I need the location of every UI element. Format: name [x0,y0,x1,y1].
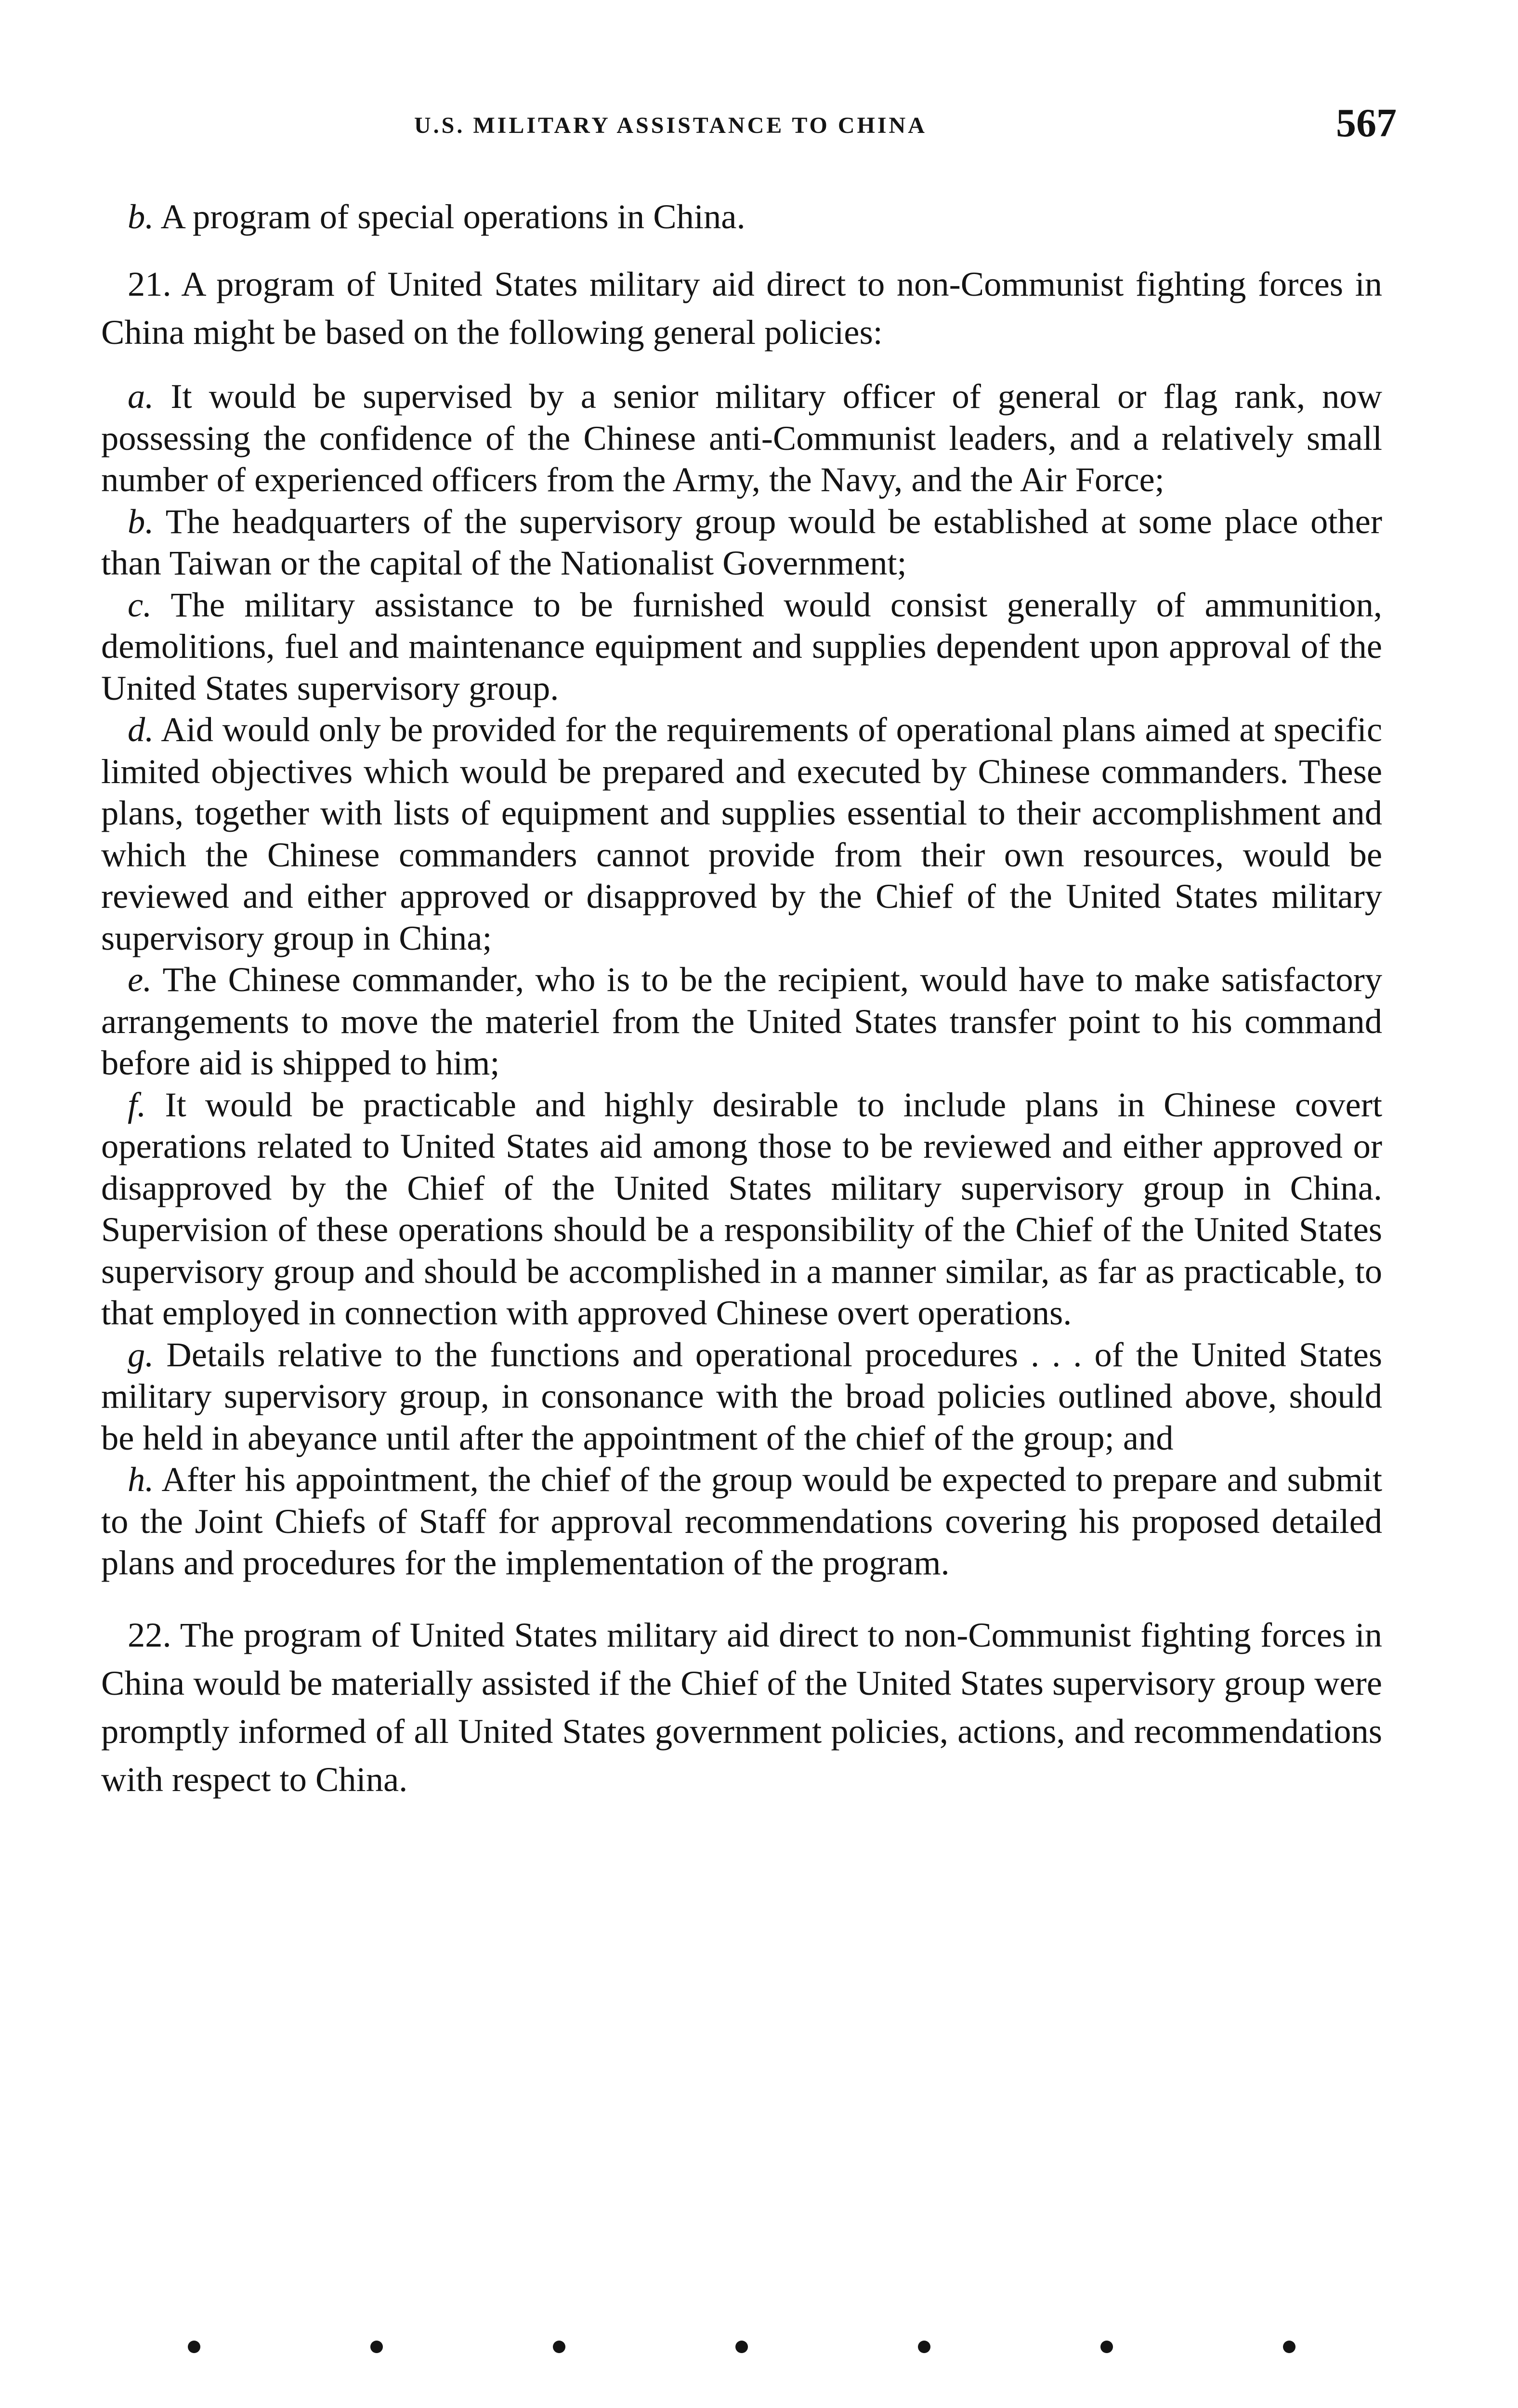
item-label: h. [128,1460,154,1499]
paragraph-21: 21. A program of United States military aid direct to non-Communist fighting forces in China might be based on the following general policies: [101,264,1382,352]
item-text: Aid would only be provided for the requirements of operational plans aimed at specific limited objectives which would be prepared and executed by Chinese commanders. These plans, together with lists of equipment and supplies essential to their accomplishment and which the Chinese commanders cannot provide from their own resources, would be reviewed and either approved or disapproved by the Chief of the United States military supervisory group in China; [101,710,1382,957]
list-item [101,584,1382,709]
policy-list [101,376,1382,1584]
page-number: 567 [1336,101,1397,145]
item-label: b. [128,501,154,541]
running-header [0,101,1397,157]
item-text: It would be practicable and highly desirable to include plans in Chinese covert operations related to United States aid among those to be reviewed and either approved or disapproved by the Chief of the United States military supervisory group in China. Supervision of these operations should be a responsibility of the Chief of the United States supervisory group and should be accomplished in a manner similar, as far as practicable, to that employed in connection with approved Chinese overt operations. [101,1085,1382,1332]
list-item [101,1084,1382,1334]
body-text [101,193,1382,1823]
item-text: Details relative to the functions and operational procedures . . . of the United States military supervisory group, in consonance with the broad policies outlined above, should be held in abeyance until after the appointment of the chief of the group; and [101,1335,1382,1457]
ellipsis-dot [735,2341,748,2353]
ellipsis-dot [188,2341,200,2353]
ellipsis-dot [553,2341,565,2353]
item-label: d. [128,710,154,749]
item-label: a. [128,377,154,416]
list-item [101,1334,1382,1459]
item-label: e. [128,960,152,999]
item-label: g. [128,1335,154,1374]
list-item [101,709,1382,959]
list-item [101,501,1382,584]
list-item [101,959,1382,1084]
omission-ellipsis [101,2341,1382,2353]
paragraph-22: 22. The program of United States military aid direct to non-Communist fighting forces in China would be materially assisted if the Chief of the United States supervisory group were promptly informed of all United States government policies, actions, and recommendations with respect to China. [101,1615,1382,1799]
item-b-top [101,193,1382,241]
item-text: The Chinese commander, who is to be the recipient, would have to make satisfactory arrangements to move the materiel from the United States transfer point to his command before aid is shipped to him; [101,960,1382,1082]
item-label: b. [128,197,154,236]
item-text: The headquarters of the supervisory group would be established at some place other than Taiwan or the capital of the Nationalist Government; [101,501,1382,582]
item-label: c. [128,585,152,624]
ellipsis-dot [918,2341,930,2353]
item-text: The military assistance to be furnished would consist generally of ammunition, demolitions, fuel and maintenance equipment and supplies dependent upon approval of the United States supervisory group. [101,585,1382,707]
ellipsis-dot [370,2341,383,2353]
item-text: It would be supervised by a senior military officer of general or flag rank, now possessing the confidence of the Chinese anti-Communist leaders, and a relatively small number of experienced officers from the Army, the Navy, and the Air Force; [101,377,1382,499]
ellipsis-dot [1283,2341,1296,2353]
item-text: After his appointment, the chief of the group would be expected to prepare and submit to the Joint Chiefs of Staff for approval recommendations covering his proposed detailed plans and procedures for the implementation of the program. [101,1460,1382,1582]
item-text: A program of special operations in China. [160,197,746,236]
list-item [101,1459,1382,1584]
ellipsis-dot [1100,2341,1113,2353]
item-label: f. [128,1085,146,1124]
running-title: U.S. MILITARY ASSISTANCE TO CHINA [414,113,927,138]
list-item [101,376,1382,501]
